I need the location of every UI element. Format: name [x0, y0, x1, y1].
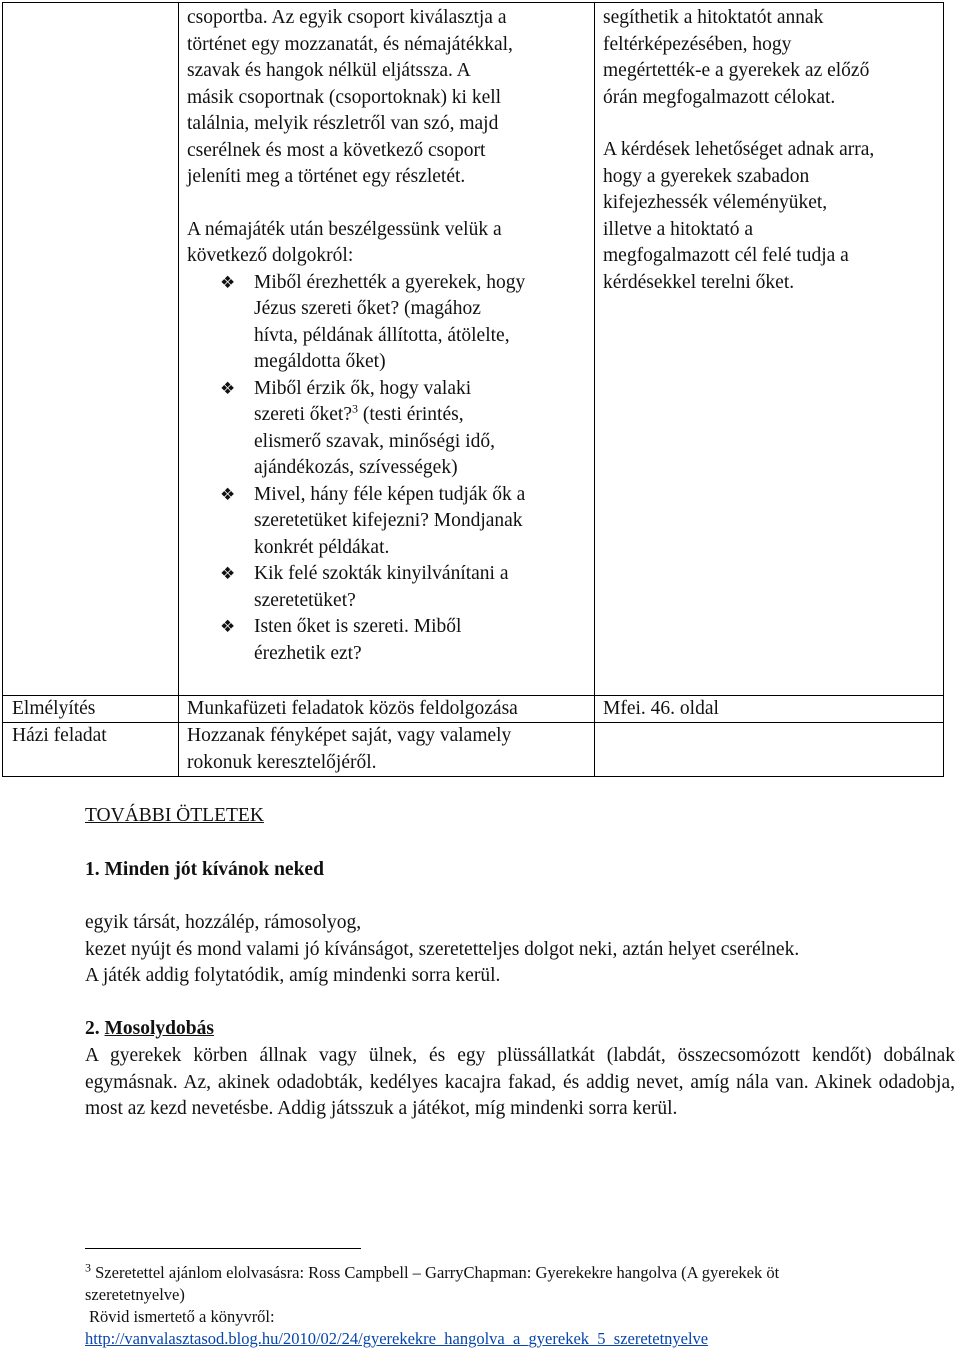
text-line: szavak és hangok nélkül eljátssza. A: [187, 60, 471, 81]
elmelyites-reference: Mfei. 46. oldal: [603, 698, 719, 719]
text-line: illetve a hitoktató a: [603, 218, 753, 240]
homework-text: [187, 723, 511, 776]
purpose-paragraph-1: [603, 5, 939, 111]
text-line: [254, 402, 587, 429]
text-line: érezhetik ezt?: [254, 642, 362, 664]
text-line: A játék addig folytatódik, amíg mindenki sorra kerül.: [85, 965, 501, 986]
question-item: [220, 270, 587, 376]
text-line: megértették-e a gyerekek az előző: [603, 60, 870, 81]
text-line: másik csoportnak (csoportoknak) ki kell: [187, 86, 502, 108]
text-line: órán megfogalmazott célokat.: [603, 86, 836, 108]
text-fragment: (testi érintés,: [358, 404, 464, 425]
purpose-paragraph-2: [603, 137, 939, 296]
game-1-title: 1. Minden jót kívánok neked: [85, 859, 324, 880]
question-item: [220, 614, 587, 667]
text-line: kifejezhessék véleményüket,: [603, 192, 828, 213]
text-line: Miből érzik ők, hogy valaki: [254, 377, 472, 399]
text-line: A némajáték után beszélgessünk velük a: [187, 218, 502, 240]
text-line: hogy a gyerekek szabadon: [603, 165, 810, 187]
text-line: találnia, melyik részletről van szó, majd: [187, 113, 499, 134]
text-line: következő dolgokról:: [187, 245, 354, 266]
row-label-elmelyites: Elmélyítés: [12, 698, 96, 719]
section-heading: TOVÁBBI ÖTLETEK: [85, 805, 264, 826]
question-item: [220, 376, 587, 482]
intro-paragraph: [187, 5, 587, 191]
game-2-description: A gyerekek körben állnak vagy ülnek, és egy plüssállatkát (labdát, összecsomózott kendőt) dobálnak egymásnak. Az, akinek odadobták, kedélyes kacajra fakad, és addig nevet, amíg nála van. Akinek odadobja, most az kezd nevetésbe. Addig játsszuk a játékot, míg mindenki sorra kerül.: [85, 1045, 955, 1119]
text-line: Miből érezhették a gyerekek, hogy: [254, 271, 526, 293]
question-item: [220, 482, 587, 562]
text-line: történet egy mozzanatát, és némajátékkal,: [187, 33, 513, 55]
text-line: megfogalmazott cél felé tudja a: [603, 245, 849, 266]
text-line: egyik társát, hozzálép, rámosolyog,: [85, 912, 362, 933]
text-line: Isten őket is szereti. Miből: [254, 616, 462, 637]
text-line: kérdésekkel terelni őket.: [603, 271, 795, 293]
footnote-line: szeretetnyelve): [85, 1285, 185, 1304]
footnote-number: 3: [85, 1260, 91, 1275]
question-item: [220, 561, 587, 614]
footnote-line: [85, 1262, 955, 1284]
text-line: jeleníti meg a történet egy részletét.: [187, 166, 466, 187]
table-border-right: [943, 2, 944, 777]
table-divider-1: [178, 2, 179, 777]
table-border-top: [2, 2, 944, 3]
diamond-bullet-icon: ❖: [220, 617, 236, 637]
text-line: rokonuk keresztelőjéről.: [187, 751, 377, 773]
footnote-line: [85, 1328, 955, 1350]
text-line: Mivel, hány féle képen tudják ők a: [254, 483, 526, 505]
elmelyites-activity: Munkafüzeti feladatok közös feldolgozása: [187, 698, 518, 719]
text-line: szeretetüket kifejezni? Mondjanak: [254, 510, 523, 531]
footnote: [85, 1262, 955, 1350]
text-line: megáldotta őket): [254, 351, 386, 372]
text-line: ajándékozás, szívességek): [254, 457, 458, 478]
game-1-description: [85, 910, 955, 990]
discussion-intro: [187, 217, 587, 270]
text-line: szeretetüket?: [254, 589, 356, 611]
footnote-reference: 3: [352, 401, 358, 416]
text-line: A kérdések lehetőséget adnak arra,: [603, 139, 875, 160]
text-line: Hozzanak fényképet saját, vagy valamely: [187, 725, 512, 746]
text-line: Jézus szereti őket? (magához: [254, 298, 481, 319]
text-line: Kik felé szokták kinyilvánítani a: [254, 563, 509, 584]
text-line: feltérképezésében, hogy: [603, 33, 792, 55]
text-line: elismerő szavak, minőségi idő,: [254, 430, 495, 452]
table-border-left: [2, 2, 3, 777]
source-link[interactable]: http://vanvalasztasod.blog.hu/2010/02/24/gyerekekre_hangolva_a_gyerekek_5_szeretetnyelve: [85, 1329, 709, 1348]
diamond-bullet-icon: ❖: [220, 272, 236, 293]
diamond-bullet-icon: ❖: [220, 484, 236, 505]
footnote-text: Szeretettel ajánlom elolvasásra: Ross Campbell – GarryChapman: Gyerekekre hangolva (A gyerekek öt: [95, 1263, 780, 1282]
text-line: segíthetik a hitoktatót annak: [603, 7, 824, 28]
table-border-bottom: [2, 776, 944, 777]
footnote-separator: [85, 1248, 361, 1249]
row-label-hazi-feladat: Házi feladat: [12, 725, 107, 746]
game-number: 2.: [85, 1018, 100, 1039]
discussion-questions-list: [220, 270, 587, 668]
text-line: cserélnek és most a következő csoport: [187, 139, 486, 161]
activity-description-cell: [187, 5, 587, 667]
footnote-line: Rövid ismertető a könyvről:: [89, 1307, 275, 1326]
text-line: konkrét példákat.: [254, 536, 390, 558]
text-line: hívta, példának állította, átölelte,: [254, 324, 510, 346]
text-fragment: szereti őket?: [254, 404, 352, 425]
table-divider-2: [594, 2, 595, 777]
purpose-cell: [603, 5, 939, 296]
text-line: csoportba. Az egyik csoport kiválasztja a: [187, 7, 507, 28]
game-name: Mosolydobás: [104, 1018, 214, 1039]
text-line: kezet nyújt és mond valami jó kívánságot, szeretetteljes dolgot neki, aztán helyet cserélnek.: [85, 938, 800, 960]
diamond-bullet-icon: ❖: [220, 564, 236, 584]
diamond-bullet-icon: ❖: [220, 378, 236, 399]
game-2-title: [85, 1016, 214, 1043]
